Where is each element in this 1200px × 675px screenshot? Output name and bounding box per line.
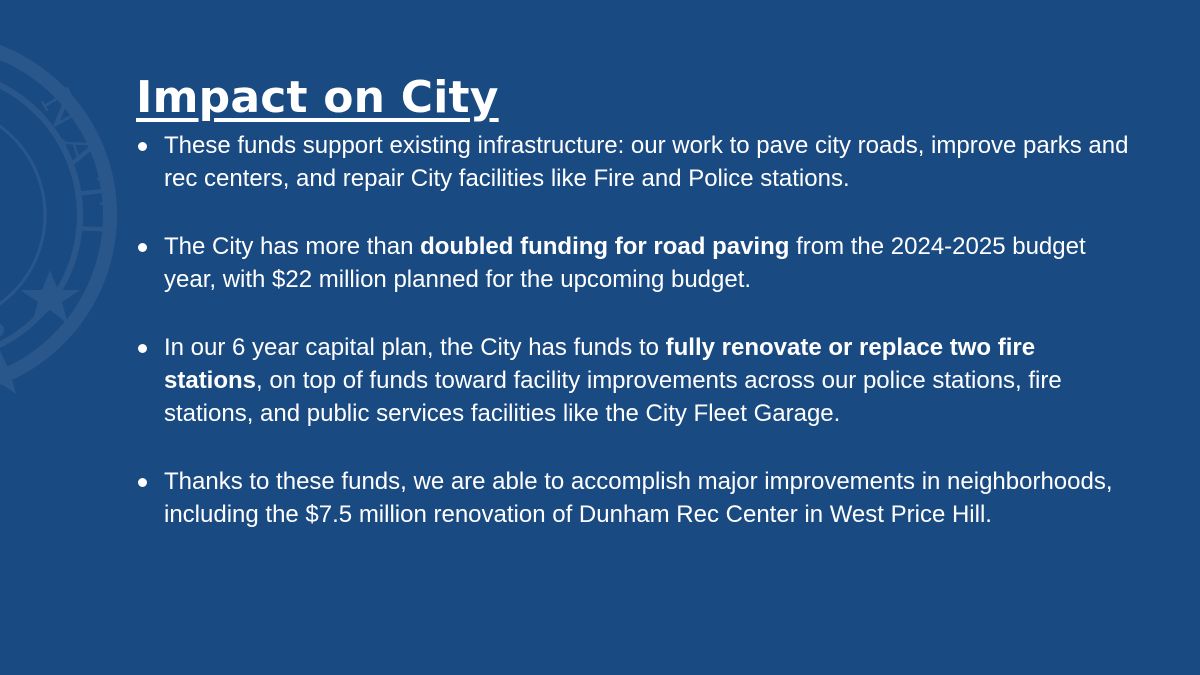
bullet-text: These funds support existing infrastructure: our work to pave city roads, improve parks and rec centers, and repair City facilities like Fire and Police stations. (164, 132, 1129, 192)
bullet-text-bold: fully renovate or replace two fire stations (164, 334, 1036, 394)
bullet-item (136, 129, 1136, 195)
bullet-text: , on top of funds toward facility improvements across our police stations, fire stations, and public services facilities like the City Fleet Garage. (164, 367, 1062, 427)
svg-text:I: I (67, 219, 117, 238)
bullet-item (136, 331, 1136, 430)
slide-title: Impact on City (136, 72, 499, 123)
bullet-item (136, 465, 1136, 531)
bullet-text: from the 2024-2025 budget year, with $22 million planned for the upcoming budget. (164, 233, 1086, 293)
bullet-text: The City has more than (164, 233, 421, 260)
bullet-item (136, 230, 1136, 296)
bullet-text: Thanks to these funds, we are able to accomplish major improvements in neighborhoods, including the $7.5 million renovation of Dunham Rec Center in West Price Hill. (164, 468, 1113, 528)
bullet-list (136, 129, 1136, 531)
slide-content (136, 72, 1136, 566)
svg-text:A: A (52, 127, 109, 172)
svg-text:N: N (31, 80, 93, 137)
city-seal-watermark (0, 0, 120, 450)
svg-text:T: T (64, 175, 116, 209)
bullet-text-bold: doubled funding for road paving (420, 233, 790, 260)
bullet-text: In our 6 year capital plan, the City has funds to (164, 334, 666, 361)
